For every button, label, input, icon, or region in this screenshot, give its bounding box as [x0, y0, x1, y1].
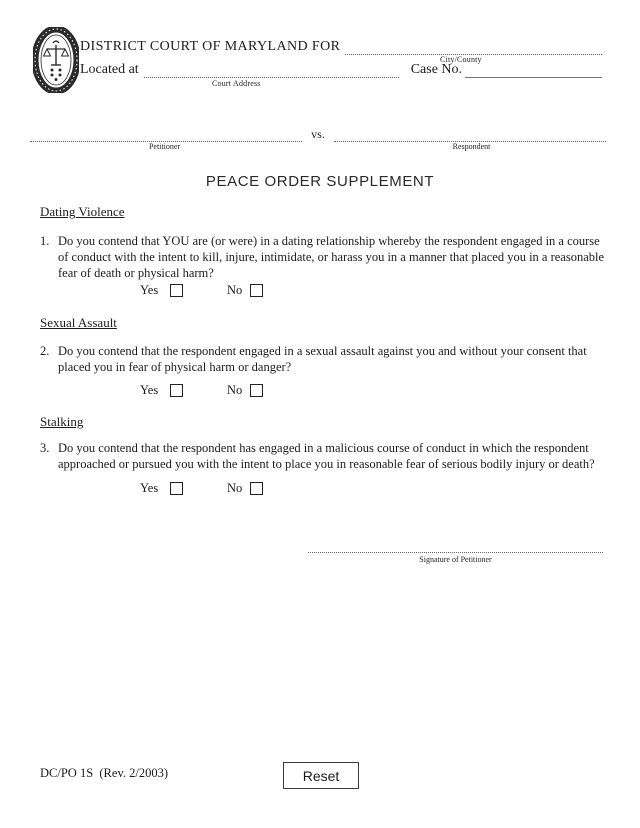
- question-2-no-label: No: [227, 383, 243, 397]
- section-heading-sexual-assault: Sexual Assault: [40, 315, 117, 330]
- question-3-yes-label: Yes: [140, 481, 159, 495]
- form-number: DC/PO 1S (Rev. 2/2003): [40, 766, 169, 780]
- located-at-label: Located at: [80, 62, 139, 77]
- reset-button[interactable]: Reset: [283, 762, 359, 789]
- question-1-number: 1.: [40, 234, 50, 248]
- question-1-no-label: No: [227, 283, 243, 297]
- signature-field[interactable]: [308, 538, 603, 553]
- parties-row: [30, 127, 606, 142]
- section-heading-stalking: Stalking: [40, 414, 84, 429]
- question-3: [40, 440, 606, 472]
- question-1-no-checkbox[interactable]: [250, 284, 263, 297]
- signature-label: Signature of Petitioner: [419, 555, 492, 564]
- question-2-yes-checkbox[interactable]: [170, 384, 183, 397]
- question-2-yes-label: Yes: [140, 383, 159, 397]
- section-heading-dating-violence: Dating Violence: [40, 204, 125, 219]
- page-title: PEACE ORDER SUPPLEMENT: [205, 173, 435, 190]
- city-county-label: City/County: [440, 55, 482, 64]
- respondent-field[interactable]: [334, 129, 606, 142]
- case-no-field[interactable]: [465, 63, 602, 78]
- petitioner-label: Petitioner: [148, 142, 181, 151]
- question-3-no-label: No: [227, 481, 243, 495]
- question-2-answer-row: [0, 383, 640, 399]
- court-seal-icon: [33, 27, 79, 93]
- question-1-answer-row: [0, 283, 640, 299]
- question-1-yes-label: Yes: [140, 283, 159, 297]
- question-3-text: Do you contend that the respondent has engaged in a malicious course of conduct in which the respondent approached or pursued you with the intent to place you in reasonable fear of serious bodily injury or death?: [58, 441, 595, 471]
- question-1-text: Do you contend that YOU are (or were) in a dating relationship whereby the respondent engaged in a course of conduct with the intent to kill, injure, intimidate, or harass you in a manner that placed you in a reasonable fear of death or physical harm?: [58, 234, 605, 280]
- question-1: [40, 233, 606, 281]
- vs-label: vs.: [311, 127, 325, 141]
- court-address-field[interactable]: [144, 63, 399, 78]
- question-3-yes-checkbox[interactable]: [170, 482, 183, 495]
- header-row-location: [80, 62, 602, 78]
- petitioner-field[interactable]: [30, 129, 302, 142]
- city-county-field[interactable]: [345, 40, 602, 55]
- question-3-no-checkbox[interactable]: [250, 482, 263, 495]
- question-1-yes-checkbox[interactable]: [170, 284, 183, 297]
- respondent-label: Respondent: [452, 142, 491, 151]
- question-2-no-checkbox[interactable]: [250, 384, 263, 397]
- case-no-label: Case No.: [410, 62, 463, 77]
- question-2-text: Do you contend that the respondent engaged in a sexual assault against you and without your consent that placed you in fear of physical harm or danger?: [58, 344, 587, 374]
- header-row-court: [80, 39, 602, 55]
- court-label: DISTRICT COURT OF MARYLAND FOR: [80, 39, 341, 54]
- party-labels-row: [30, 142, 606, 151]
- question-2-number: 2.: [40, 344, 50, 358]
- question-2: [40, 343, 606, 375]
- court-address-label: Court Address: [212, 79, 261, 88]
- question-3-answer-row: [0, 481, 640, 497]
- question-3-number: 3.: [40, 441, 50, 455]
